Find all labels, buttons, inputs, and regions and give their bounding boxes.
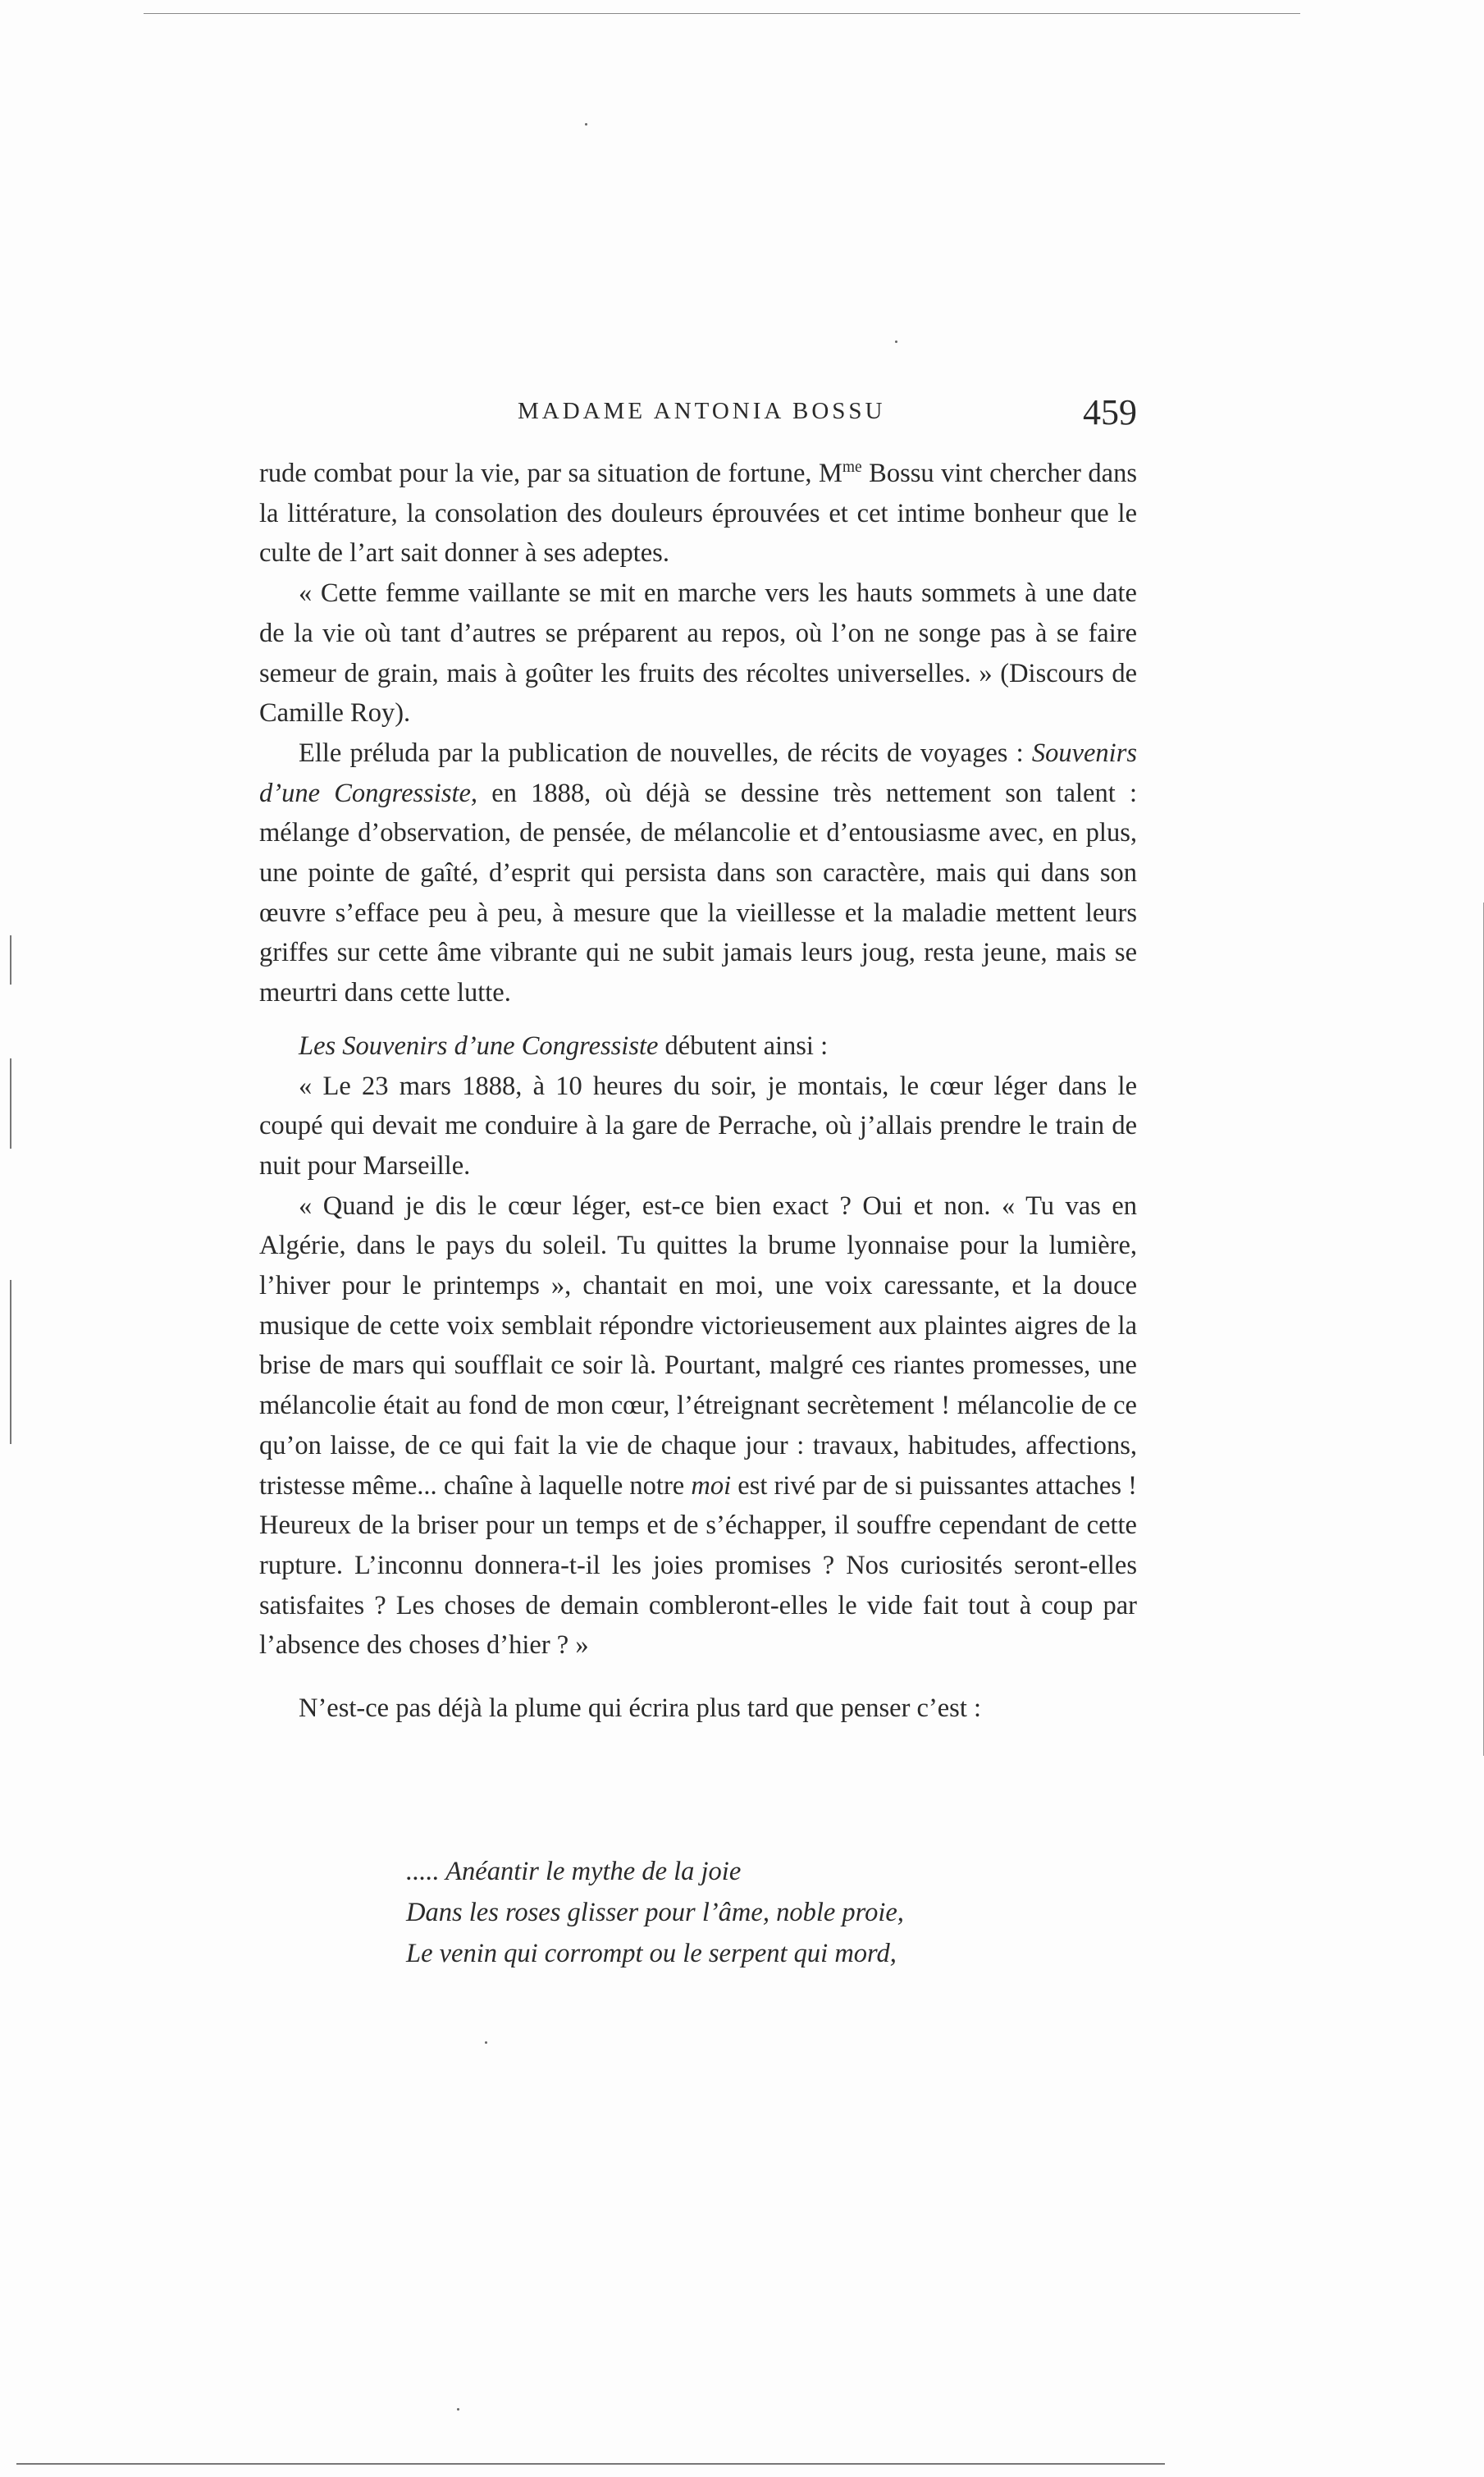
paragraph-3-text-b: en 1888, où déjà se dessine très nettement son talent : mélange d’observation, de pensée, de mélancolie et d’entousiasme avec, en plus, une pointe de gaîté, d’esprit qui persista dans son caractère, mais qui dans son œuvre s’efface peu à peu, à mesure que la vieillesse et la maladie mettent leurs griffes sur cette âme vibrante qui ne subit jamais leurs joug, resta jeune, mais se meurtri dans cette lutte.	[259, 778, 1137, 1008]
paragraph-1-text-b: Bossu vint chercher dans la littérature, la consolation des douleurs éprouvées et cet intime bonheur que le culte de l’art sait donner à ses adeptes.	[259, 459, 1137, 569]
left-edge-mark	[10, 1280, 11, 1444]
page-number: 459	[1083, 392, 1137, 432]
paragraph-6-text-b: est rivé par de si puissantes attaches ! Heureux de la briser pour un temps et de s’échapper, il souffre cependant de cette rupture. L’inconnu donnera-t-il les joies promises ? Nos curiosités seront-elles satisfaites ? Les choses de demain combleront-elles le vide fait tout à coup par l’absence des choses d’hier ? »	[259, 1470, 1137, 1661]
paragraph-1-text-a: rude combat pour la vie, par sa situation de fortune, M	[259, 459, 842, 488]
running-title: MADAME ANTONIA BOSSU	[518, 398, 886, 424]
verse-quote	[406, 1851, 980, 1974]
top-edge-rule	[144, 13, 1300, 14]
book-title: Les Souvenirs d’une Congressiste	[299, 1031, 659, 1061]
verse-line-3: Le venin qui corrompt ou le serpent qui mord,	[406, 1939, 897, 1968]
scan-speck	[895, 340, 897, 343]
scan-speck	[585, 123, 587, 126]
body-text	[259, 454, 1137, 1729]
paragraph-2: « Cette femme vaillante se mit en marche vers les hauts sommets à une date de la vie où tant d’autres se préparent au repos, où l’on ne songe pas à se faire semeur de grain, mais à goûter les fruits des récoltes universelles. » (Discours de Camille Roy).	[259, 578, 1137, 729]
left-edge-mark	[10, 1058, 11, 1149]
paragraph-4	[259, 1026, 1137, 1067]
emphasis-moi: moi	[691, 1470, 732, 1501]
paragraph-1	[259, 454, 1137, 574]
scan-speck	[457, 2408, 459, 2411]
paragraph-6	[259, 1186, 1137, 1666]
page-header	[259, 392, 1137, 447]
verse-line-1: ..... Anéantir le mythe de la joie	[406, 1857, 742, 1886]
paragraph-6-text-a: « Quand je dis le cœur léger, est-ce bien exact ? Oui et non. « Tu vas en Algérie, dans le pays du soleil. Tu quittes la brume lyonnaise pour la lumière, l’hiver pour le printemps », chantait en moi, une voix caressante, et la douce musique de cette voix semblait répondre victorieusement aux plaintes aigres de la brise de mars qui soufflait ce soir là. Pourtant, malgré ces riantes promesses, une mélancolie était au fond de mon cœur, l’étreignant secrètement ! mélancolie de ce qu’on laisse, de ce qui fait la vie de chaque jour : travaux, habitudes, affections, tristesse même... chaîne à laquelle notre	[259, 1191, 1137, 1501]
paragraph-7: N’est-ce pas déjà la plume qui écrira plus tard que penser c’est :	[299, 1693, 982, 1724]
bottom-edge-rule	[16, 2463, 1165, 2465]
verse-line-2: Dans les roses glisser pour l’âme, noble proie,	[406, 1898, 904, 1927]
scan-speck	[485, 2041, 487, 2044]
paragraph-4-text: débutent ainsi :	[658, 1031, 829, 1061]
superscript-me: me	[842, 459, 862, 477]
paragraph-3-text-a: Elle préluda par la publication de nouvelles, de récits de voyages :	[299, 738, 1032, 768]
paragraph-5: « Le 23 mars 1888, à 10 heures du soir, je montais, le cœur léger dans le coupé qui devait me conduire à la gare de Perrache, où j’allais prendre le train de nuit pour Marseille.	[259, 1071, 1137, 1181]
book-title: Souvenirs d’une Congressiste,	[259, 738, 1137, 808]
paragraph-3	[259, 734, 1137, 1013]
left-edge-mark	[10, 935, 11, 985]
